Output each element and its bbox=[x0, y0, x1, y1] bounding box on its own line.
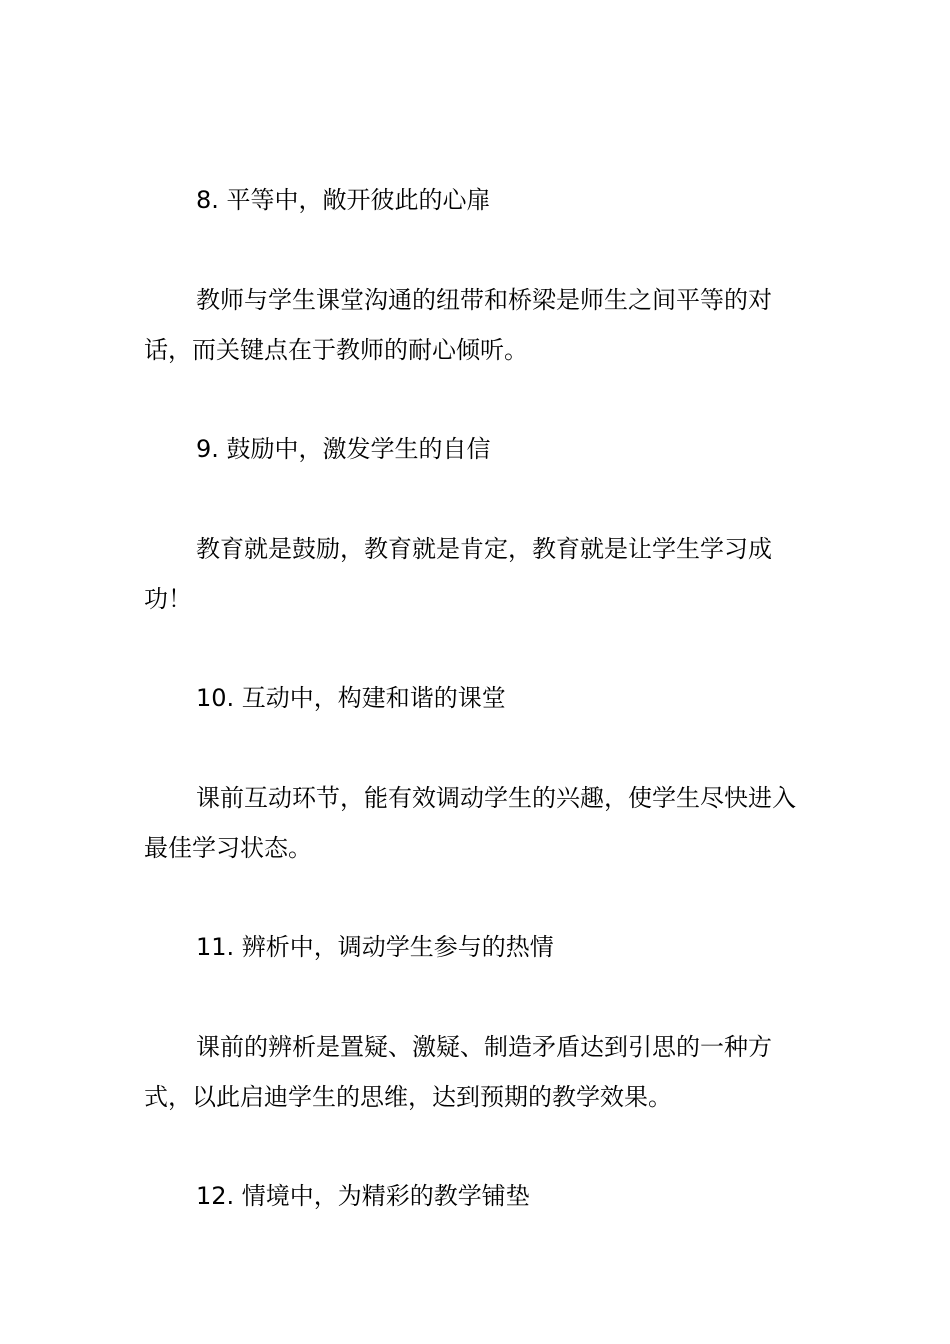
section-heading-11: 11. 辨析中，调动学生参与的热情 bbox=[196, 933, 554, 961]
section-heading-10: 10. 互动中，构建和谐的课堂 bbox=[196, 684, 506, 712]
section-heading-8: 8. 平等中，敞开彼此的心扉 bbox=[196, 186, 491, 214]
section-heading-9: 9. 鼓励中，激发学生的自信 bbox=[196, 435, 491, 463]
section-heading-12: 12. 情境中，为精彩的教学铺垫 bbox=[196, 1182, 530, 1210]
section-paragraph-9: 教育就是鼓励，教育就是肯定，教育就是让学生学习成功！ bbox=[144, 535, 772, 613]
section-paragraph-10: 课前互动环节，能有效调动学生的兴趣，使学生尽快进入最佳学习状态。 bbox=[144, 784, 796, 862]
section-paragraph-11: 课前的辨析是置疑、激疑、制造矛盾达到引思的一种方式，以此启迪学生的思维，达到预期的教学效果。 bbox=[144, 1033, 772, 1111]
section-paragraph-8: 教师与学生课堂沟通的纽带和桥梁是师生之间平等的对话，而关键点在于教师的耐心倾听。 bbox=[144, 286, 772, 364]
